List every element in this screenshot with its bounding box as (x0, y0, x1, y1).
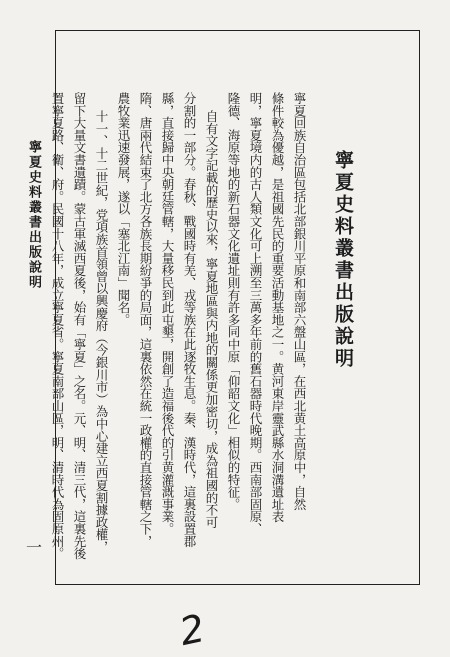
text-column: 寧夏回族自治區包括北部銀川平原和南部六盤山區，在西北黄土高原中，自然 (292, 92, 307, 511)
text-column: 隋、唐兩代結束了北方各族長期紛爭的局面，這裏依然在統一政權的直接管轄之下， (138, 92, 153, 548)
text-column: 明，寧夏境内的古人類文化可上溯至三萬多年前的舊石器時代晚期。西南部固原、 (248, 92, 263, 535)
page-number: 2 (175, 605, 209, 655)
text-column: 留下大量文書遺蹟。蒙古軍滅西夏後，始有「寧夏」之名。元、明、清三代，這裏先後 (72, 92, 87, 560)
text-column: 縣，直接歸中央朝廷管轄，大量移民到此屯墾，開創了造福後代的引黄灌溉事業。 (160, 92, 175, 535)
text-column: 農牧業迅速發展，遂以「塞北江南」聞名。 (116, 92, 131, 326)
text-column: 置寧夏路、衛、府。民國十八年，成立寧夏省。寧夏南部山區，明、清時代為固原州。 (50, 92, 65, 560)
side-title: 寧夏史料叢書出版說明 (26, 140, 41, 290)
text-column: 十一、十二世紀，党項族首領曾以興慶府（今銀川市）為中心建立西夏割據政權， (94, 110, 109, 553)
text-column: 隆德、海原等地的新石器文化遺址則有許多同中原「仰韶文化」相似的特征。 (226, 92, 241, 511)
text-column: 分割的一部分。春秋、戰國時有羌、戎等族在此逐牧生息。秦、漢時代，這裏設置郡 (182, 92, 197, 548)
side-mark: 一 (26, 538, 43, 557)
page-title: 寧夏史料叢書出版說明 (332, 150, 354, 370)
text-column: 條件較為優越，是祖國先民的重要活動基地之一。黄河東岸靈武縣水洞溝遺址表 (270, 92, 285, 523)
text-column: 自有文字記載的歷史以來，寧夏地區與内地的關係更加密切，成為祖國的不可 (204, 110, 219, 529)
